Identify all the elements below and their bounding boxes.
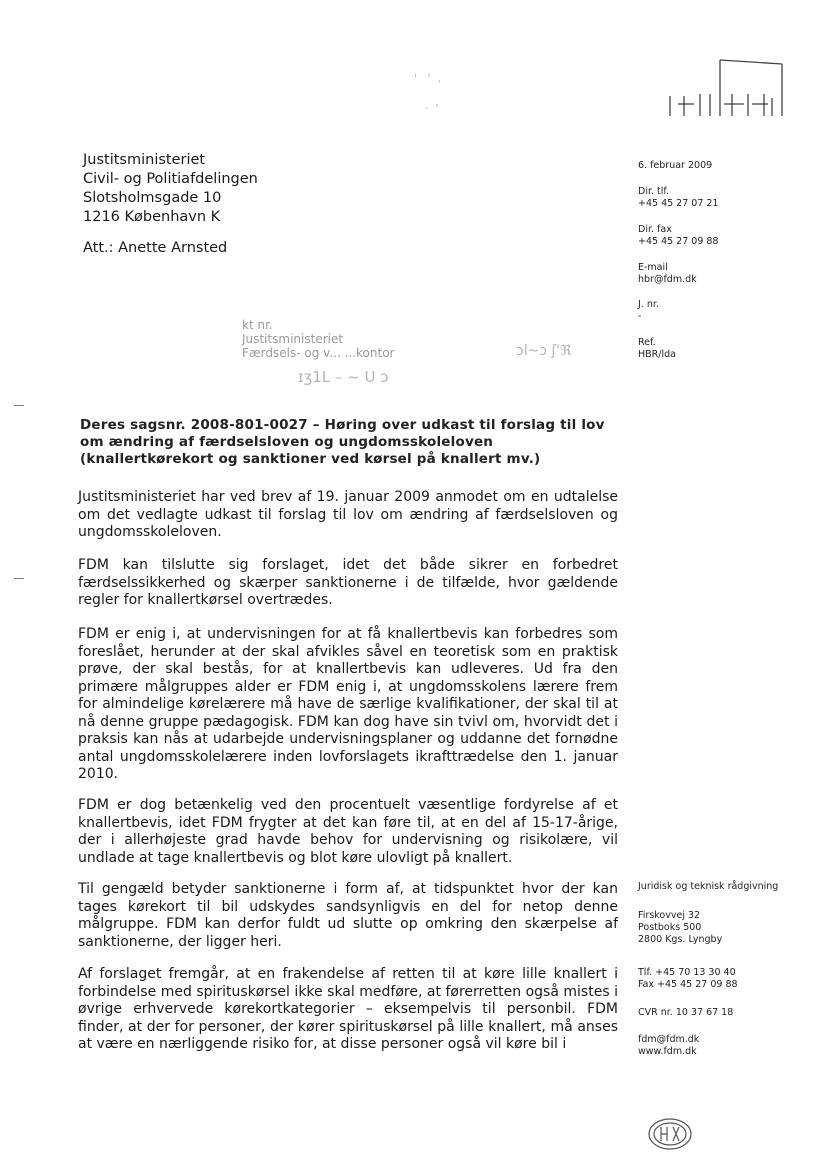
fax-number: Fax +45 45 27 09 88 (638, 979, 738, 990)
email-block (638, 262, 697, 286)
street-address: Firskovvej 32 (638, 910, 701, 921)
direct-fax-label: Dir. fax (638, 224, 672, 235)
scan-mark: · ' (425, 102, 439, 115)
phone-number: Tlf. +45 70 13 30 40 (638, 967, 736, 978)
city: 2800 Kgs. Lyngby (638, 934, 723, 945)
subject-heading: Deres sagsnr. 2008-801-0027 – Høring over udkast til forslag til lov om ændring af færdselsloven og ungdomsskoleloven (knallertkørekort og sanktioner ved kørsel på knallert mv.) (80, 417, 605, 467)
cvr-number: CVR nr. 10 37 67 18 (638, 1007, 734, 1018)
recipient-line: Slotsholmsgade 10 (83, 190, 222, 206)
body-paragraph: Af forslaget fremgår, at en frakendelse af retten til at køre lille knallert i forbindelse med spirituskørsel ikke skal medføre, at førerretten også mistes i øvrige erhvervede kørekortkategorier – eksempelvis til personbil. FDM finder, at der for personer, der kører spirituskørsel på lille knallert, må anses at være en nærliggende risiko for, at disse personer også vil køre bil i (78, 966, 618, 1052)
email-value: hbr@fdm.dk (638, 274, 697, 285)
stamp-line: Færdsels- og v... ...kontor (242, 346, 395, 360)
emblem-icon (647, 1117, 693, 1151)
direct-phone (638, 186, 718, 210)
web-contact (638, 1034, 699, 1058)
attention-line: Att.: Anette Arnsted (83, 240, 228, 256)
recipient-line: Civil- og Politiafdelingen (83, 171, 258, 187)
stamp-line: kt nr. (242, 318, 273, 332)
handwritten-mark: ɪʒ1L – ~ U ɔ (298, 368, 389, 386)
po-box: Postboks 500 (638, 922, 702, 933)
recipient-line: Justitsministeriet (83, 152, 206, 168)
body-paragraph: Til gengæld betyder sanktionerne i form af, at tidspunktet hvor der kan tages kørekort til bil udskydes sandsynligvis en del for netop denne målgruppe. FDM kan derfor fuldt ud slutte op omkring den skærpelse af sanktionerne, der ligger heri. (78, 881, 618, 950)
body-paragraph: FDM er enig i, at undervisningen for at få knallertbevis kan forbedres som foreslået, herunder at der skal afvikles såvel en teoretisk som en praktisk prøve, der skal bestås, for at knallertbevis kan udleveres. Ud fra den primære målgruppes alder er FDM enig i, at ungdomsskolens lærere frem for almindelige kørelærere må have de særlige kvalifikationer, der skal til at nå denne gruppe pædagogisk. FDM kan dog have sin tvivl om, hvorvidt det i praksis kan nås at udarbejde undervisningsplaner og uddanne det fornødne antal ungdomsskolelærere inden lovforslagets ikrafttrædelse den 1. januar 2010. (78, 626, 618, 782)
handwritten-mark: ɔl~ɔ ʃ'ℜ (516, 343, 572, 359)
letter-date: 6. februar 2009 (638, 160, 713, 171)
direct-fax-value: +45 45 27 09 88 (638, 236, 719, 247)
scan-mark: ' ' , (414, 72, 442, 85)
journal-number (638, 299, 659, 323)
reference (638, 337, 676, 361)
reference-label: Ref. (638, 337, 656, 348)
direct-fax (638, 224, 718, 248)
journal-number-label: J. nr. (638, 299, 659, 310)
margin-mark (14, 578, 24, 579)
recipient-line: 1216 København K (83, 209, 221, 225)
reference-value: HBR/lda (638, 349, 676, 360)
direct-phone-label: Dir. tlf. (638, 186, 670, 197)
body-paragraph: FDM er dog betænkelig ved den procentuelt væsentlige fordyrelse af et knallertbevis, idet FDM frygter at det kan føre til, at en del af 15-17-årige, der i allerhøjeste grad havde behov for undervisning og risikolære, vil undlade at tage knallertbevis og blot køre ulovligt på knallert. (78, 797, 618, 866)
body-paragraph: Justitsministeriet har ved brev af 19. januar 2009 anmodet om en udtalelse om det vedlagte udkast til forslag til lov om ændring af færdselsloven og ungdomsskoleloven. (78, 489, 618, 540)
journal-number-value: - (638, 311, 642, 322)
margin-mark (14, 405, 24, 406)
department-name: Juridisk og teknisk rådgivning (638, 881, 779, 892)
email-label: E-mail (638, 262, 668, 273)
recipient-address (83, 151, 258, 227)
receipt-stamp (242, 318, 394, 360)
postal-address (638, 910, 722, 946)
footer-email: fdm@fdm.dk (638, 1034, 700, 1045)
stamp-line: Justitsministeriet (242, 332, 344, 346)
direct-phone-value: +45 45 27 07 21 (638, 198, 719, 209)
fdm-logo (660, 58, 790, 120)
body-paragraph: FDM kan tilslutte sig forslaget, idet det både sikrer en forbedret færdselssikkerhed og skærper sanktionerne i de tilfælde, hvor gældende regler for knallertkørsel overtrædes. (78, 557, 618, 608)
website: www.fdm.dk (638, 1046, 697, 1057)
contact-numbers (638, 967, 738, 991)
